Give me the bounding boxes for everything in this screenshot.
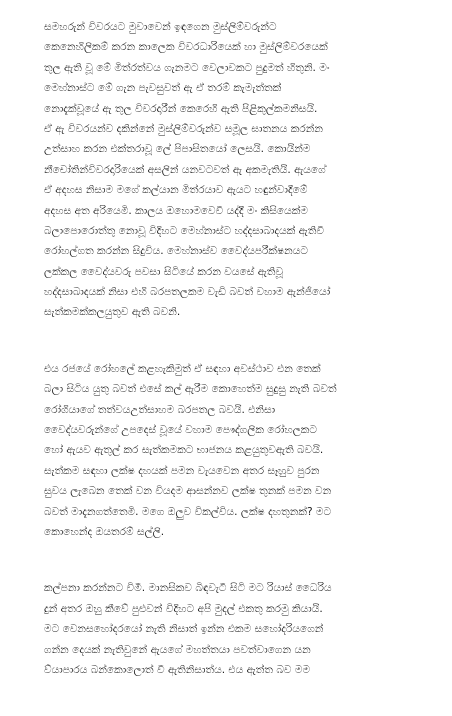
text-line: මට වෙනසහෝදරයෝ නැති නිසාත් ඉන්න එකම සහෝදරියගෙන් [44,623,324,636]
text-line: හද්දසාබාදයක් නිසා එහි බරපතලකම වැඩි බවත් වහාම ඇන්ජියෝ [44,286,331,299]
text-line: උත්සාහ කරන එක්තරාවූ ලේ පිපාසිතයෝ ලෙසයි. කොයින්ම [44,143,311,156]
text-line: වෛද්යවරුන්ගේ උපදෙස් වූයේ වහාම පෞද්ගලික රෝහලකට [44,424,318,437]
text-line: අදහස අත අරියෙමි. කාලය ඔහොමවෙවී යද්දී මං කිසියෙක්ම [44,204,308,217]
text-line: කොහෙන්ද ඔයතරම් සල්ලි. [44,525,165,538]
paragraph-3 [44,578,418,680]
text-line: ව්යාපාරය බන්කොලොත් වී ඇතිනිසාත්ය. එය ඇත්ත බව මම [44,663,311,676]
text-line: කල්පනා කරන්නට විමී. මානසිකව බිඳවැටී සිටි මට රියාස් ධෛරිය [44,582,332,595]
text-line: එය රජයේ රෝහලේ කළහැකිමුත් ඒ සඳහා අවස්ථාව එන තෙක් [44,362,321,375]
text-line: තුල ඇති වූ මේ මිත්රත්වය ගැනමට වෙලාවකට පුදුමත් හිතුනි. මං [44,61,330,74]
text-line: සුවය ලැබෙන තෙක් වන වියදම ආසන්නව ලක්ෂ තුනක් පමන වන [44,485,332,498]
text-line: මෙහ්නාස්ට මේ ගැන පැවසුවත් ඇ ඒ තරම් කැමැත්තක් [44,82,282,95]
text-line: රෝහල්ගත කරන්න සිදුවිය. මෙහ්නාස්ව වෛද්යපරීක්ෂනයට [44,245,309,258]
text-line: බලා සිටිය යුතු බවත් එසේ කල් ඇරීම කොහෙත්ම සුදුසු නැති බවත් [44,383,337,396]
text-line: ලක්කල වෛද්යවරු පවසා සිටියේ කරන වයසේ ඇතිවූ [44,265,284,278]
text-line: කෙනෙහිලිකම් කරන කාලෙක විවරධාරියෙක් හා මුස්ලිම්වරයෙක් [44,41,328,54]
text-line: හෝ ඇයව ඇතුල් කර සැත්කමකට භාජනය කළයුතුවඇති බවයි. [44,444,324,457]
text-line: නොදැක්වූයේ ඇ තුල විවරදාරීන් කෙරෙහි ඇති පිළිකුල්කමනිසයි. [44,102,318,115]
text-line: ගන්න දෙයක් නැතිවුනේ ඇයගේ මහත්තයා පවත්වාගෙන යන [44,643,311,656]
paragraph-1 [44,17,418,323]
text-line: බවත් මාදැනගත්තෙමි. මගෙ ඔලුව විකල්විය. ලක්ෂ දහතුනක්? මට [44,505,332,518]
text-line: සැත්කම සඳහා ලක්ෂ දහයක් පමන වැයවෙන අතර සෑහුව පුරන [44,464,320,477]
text-line: බලාපොරොත්තු නොවූ විදිහට මෙහ්නාස්ට හද්දසාබාදයක් ඇතිවී [44,224,325,237]
paragraph-2 [44,359,418,543]
text-line: දුන් අතර ඔහු කීවේ පුළුවන් විදිහට අපි මුදල් එකතු කරමු කියායි. [44,602,323,615]
text-line: ඒ ඇ විවරයන්ව දකින්නේ මුස්ලිම්වරුන්ව සමූල ඝාතනය කරන්න [44,122,323,135]
text-line: රෝගියාගේ තත්වයඋත්සාහම බරපතල බවයි. එනිසා [44,403,276,416]
text-line: සැත්කමක්කලයුතුව ඇති බවනි. [44,306,181,319]
document-page [44,17,418,716]
text-line: ඒ අදහස නිසාම මගේ කල්යාන මිත්රයාව ඇයට හඳුන්වාදීමේ [44,184,308,197]
text-line: නීචෝතින්විවරදාරියෙක් අසලින් යනවටවත් ඇ අකමැතියි. ඇයගේ [44,163,326,176]
text-line: සමහරුන් විවරයට මුවාවෙන් ඉඳගෙන මුස්ලිම්වරුන්ට [44,21,277,33]
